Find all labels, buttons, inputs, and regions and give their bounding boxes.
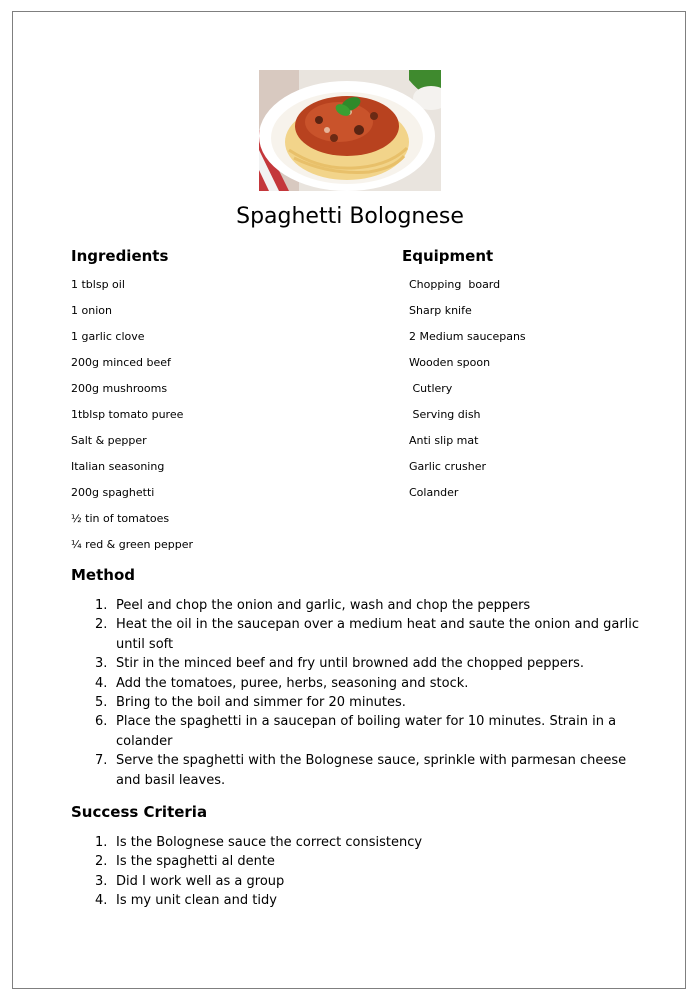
ingredients-list: [71, 278, 193, 564]
step-text: Add the tomatoes, puree, herbs, seasoning and stock.: [116, 675, 469, 691]
criterion-number: 4.: [95, 893, 108, 909]
spaghetti-bolognese-photo: [259, 70, 441, 191]
equipment-item: Wooden spoon: [409, 356, 491, 369]
equipment-item: Sharp knife: [409, 304, 472, 317]
success-criteria-list: [95, 833, 640, 911]
ingredient-item: Salt & pepper: [71, 434, 147, 447]
method-steps-list: [95, 596, 640, 790]
method-heading: Method: [71, 566, 135, 584]
method-step: [95, 693, 640, 712]
step-text: Serve the spaghetti with the Bolognese sauce, sprinkle with parmesan cheese and basil leaves.: [116, 753, 627, 788]
method-step: [95, 654, 640, 673]
success-criterion: [95, 872, 640, 891]
ingredient-item: ¼ red & green pepper: [71, 538, 194, 551]
step-text: Heat the oil in the saucepan over a medium heat and saute the onion and garlic until soft: [116, 617, 640, 652]
criterion-number: 1.: [95, 835, 108, 850]
ingredient-item: 1 onion: [71, 304, 112, 317]
criterion-text: Is the spaghetti al dente: [116, 854, 275, 870]
method-step: [95, 596, 640, 615]
equipment-item: Anti slip mat: [409, 434, 479, 447]
equipment-item: Serving dish: [409, 408, 481, 421]
criterion-number: 3.: [95, 873, 108, 889]
criterion-text: Is my unit clean and tidy: [116, 893, 277, 909]
criterion-text: Is the Bolognese sauce the correct consistency: [116, 835, 423, 850]
equipment-item: Cutlery: [409, 382, 453, 395]
equipment-heading: Equipment: [402, 247, 494, 265]
ingredients-heading: Ingredients: [71, 247, 169, 265]
ingredient-item: ½ tin of tomatoes: [71, 512, 170, 525]
method-step: [95, 674, 640, 693]
success-criterion: [95, 891, 640, 910]
ingredient-item: 200g minced beef: [71, 356, 171, 369]
success-criterion: [95, 852, 640, 871]
criterion-text: Did I work well as a group: [116, 873, 285, 889]
step-number: 6.: [95, 714, 108, 730]
step-number: 1.: [95, 598, 108, 613]
equipment-item: Chopping board: [409, 278, 501, 291]
ingredient-item: 1 tblsp oil: [71, 278, 125, 291]
step-number: 2.: [95, 617, 108, 633]
method-step: [95, 751, 640, 790]
ingredient-item: 200g mushrooms: [71, 382, 168, 395]
method-step: [95, 712, 640, 751]
equipment-item: Colander: [409, 486, 459, 499]
ingredient-item: 1tblsp tomato puree: [71, 408, 184, 421]
step-number: 5.: [95, 695, 108, 711]
step-text: Bring to the boil and simmer for 20 minutes.: [116, 695, 406, 711]
step-number: 7.: [95, 753, 108, 769]
step-number: 3.: [95, 656, 108, 672]
step-text: Peel and chop the onion and garlic, wash and chop the peppers: [116, 598, 531, 613]
ingredient-item: Italian seasoning: [71, 460, 165, 473]
equipment-item: 2 Medium saucepans: [409, 330, 526, 343]
success-criteria-heading: Success Criteria: [71, 803, 208, 821]
step-text: Stir in the minced beef and fry until browned add the chopped peppers.: [116, 656, 584, 672]
criterion-number: 2.: [95, 854, 108, 870]
ingredient-item: 200g spaghetti: [71, 486, 155, 499]
ingredient-item: 1 garlic clove: [71, 330, 145, 343]
step-text: Place the spaghetti in a saucepan of boiling water for 10 minutes. Strain in a colander: [116, 714, 617, 749]
equipment-list: [409, 278, 526, 512]
success-criterion: [95, 833, 640, 852]
equipment-item: Garlic crusher: [409, 460, 486, 473]
page-title: Spaghetti Bolognese: [236, 204, 464, 229]
step-number: 4.: [95, 675, 108, 691]
method-step: [95, 615, 640, 654]
